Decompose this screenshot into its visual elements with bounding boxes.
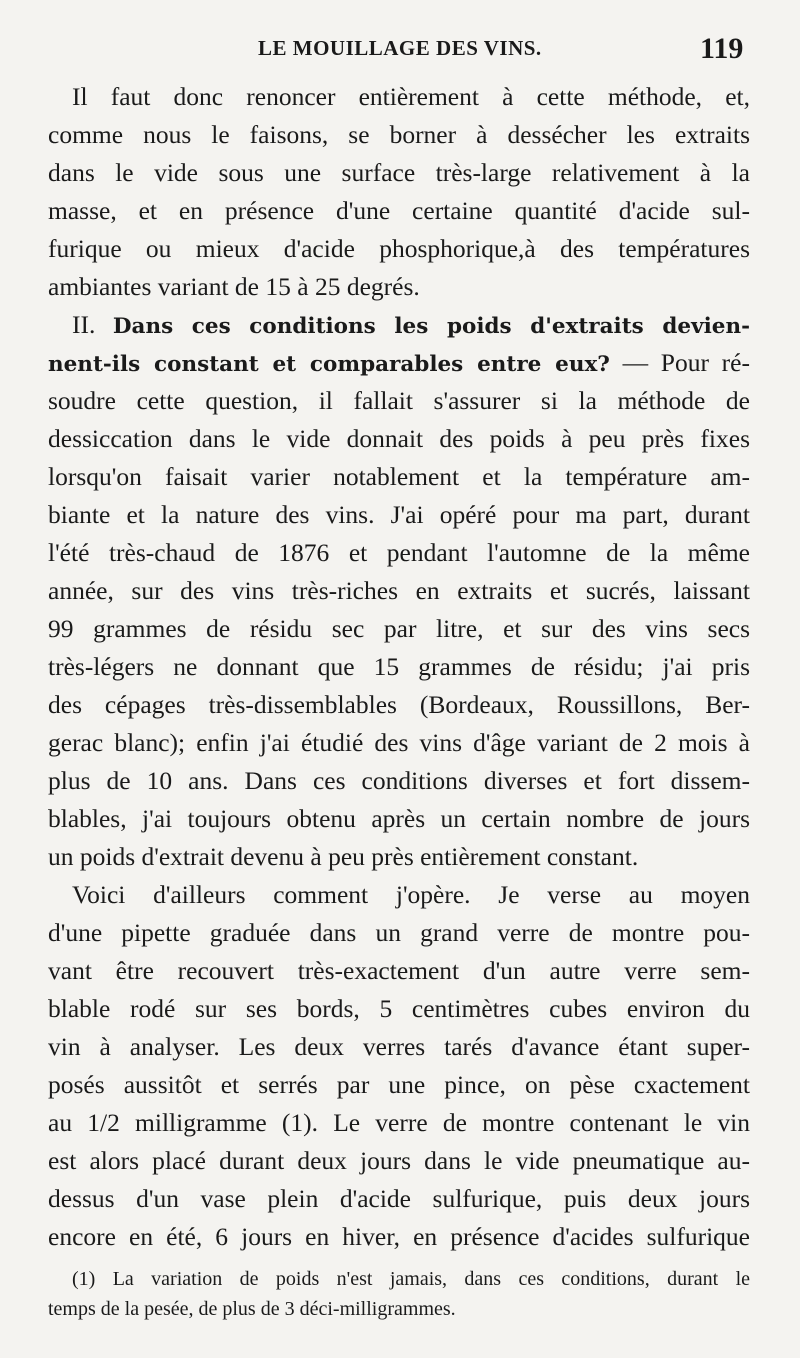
text-line: lorsqu'on faisait varier notablement et la température am-	[48, 462, 750, 491]
text-line: plus de 10 ans. Dans ces conditions diverses et fort dissem-	[48, 766, 750, 795]
text-line: soudre cette question, il fallait s'assurer si la méthode de	[48, 386, 750, 415]
text-line: vin à analyser. Les deux verres tarés d'avance étant super-	[48, 1032, 750, 1061]
text-line: un poids d'extrait devenu à peu près entièrement constant.	[48, 842, 639, 871]
text-line: très-légers ne donnant que 15 grammes de résidu; j'ai pris	[48, 652, 750, 681]
footnote-line: temps de la pesée, de plus de 3 déci-milligrammes.	[48, 1298, 456, 1320]
text-line: dans le vide sous une surface très-large relativement à la	[48, 158, 750, 187]
text-line: Il faut donc renoncer entièrement à cette méthode, et,	[72, 82, 750, 111]
text-line: des cépages très-dissemblables (Bordeaux, Roussillons, Ber-	[48, 690, 750, 719]
text-line: encore en été, 6 jours en hiver, en présence d'acides sulfurique	[48, 1222, 750, 1251]
section-number: II.	[72, 310, 96, 339]
text-line: dessus d'un vase plein d'acide sulfurique, puis deux jours	[48, 1184, 750, 1213]
text-line: dessiccation dans le vide donnait des poids à peu près fixes	[48, 424, 750, 453]
section-question: Dans ces conditions les poids d'extraits devien-	[112, 314, 750, 339]
text-line: Voici d'ailleurs comment j'opère. Je verse au moyen	[72, 880, 750, 909]
text-line: au 1/2 milligramme (1). Le verre de montre contenant le vin	[48, 1108, 750, 1137]
text-line: l'été très-chaud de 1876 et pendant l'automne de la même	[48, 538, 750, 567]
text-line: 99 grammes de résidu sec par litre, et sur des vins secs	[48, 614, 750, 643]
footnote-line: (1) La variation de poids n'est jamais, dans ces conditions, durant le	[72, 1268, 750, 1290]
text-line: masse, et en présence d'une certaine quantité d'acide sul-	[48, 196, 750, 225]
text-line: vant être recouvert très-exactement d'un autre verre sem-	[48, 956, 750, 985]
text-line: d'une pipette graduée dans un grand verre de montre pou-	[48, 918, 750, 947]
text-line: année, sur des vins très-riches en extraits et sucrés, laissant	[48, 576, 750, 605]
text-line: ambiantes variant de 15 à 25 degrés.	[48, 272, 420, 301]
text-line: comme nous le faisons, se borner à dessécher les extraits	[48, 120, 750, 149]
text-line: blables, j'ai toujours obtenu après un certain nombre de jours	[48, 804, 750, 833]
text-line: blable rodé sur ses bords, 5 centimètres cubes environ du	[48, 994, 750, 1023]
section-heading-line	[72, 308, 750, 342]
section-question-cont: nent-ils constant et comparables entre eux?	[48, 352, 610, 377]
text-line: gerac blanc); enfin j'ai étudié des vins d'âge variant de 2 mois à	[48, 728, 750, 757]
text-line: est alors placé durant deux jours dans le vide pneumatique au-	[48, 1146, 750, 1175]
text-run: — Pour ré-	[609, 348, 750, 377]
running-title: LE MOUILLAGE DES VINS.	[258, 36, 542, 60]
text-line: biante et la nature des vins. J'ai opéré pour ma part, durant	[48, 500, 750, 529]
page-header	[0, 32, 800, 72]
section-heading-line	[48, 346, 750, 380]
text-line: furique ou mieux d'acide phosphorique,à des températures	[48, 234, 750, 263]
text-line: posés aussitôt et serrés par une pince, on pèse cxactement	[48, 1070, 750, 1099]
page-number: 119	[700, 32, 744, 65]
